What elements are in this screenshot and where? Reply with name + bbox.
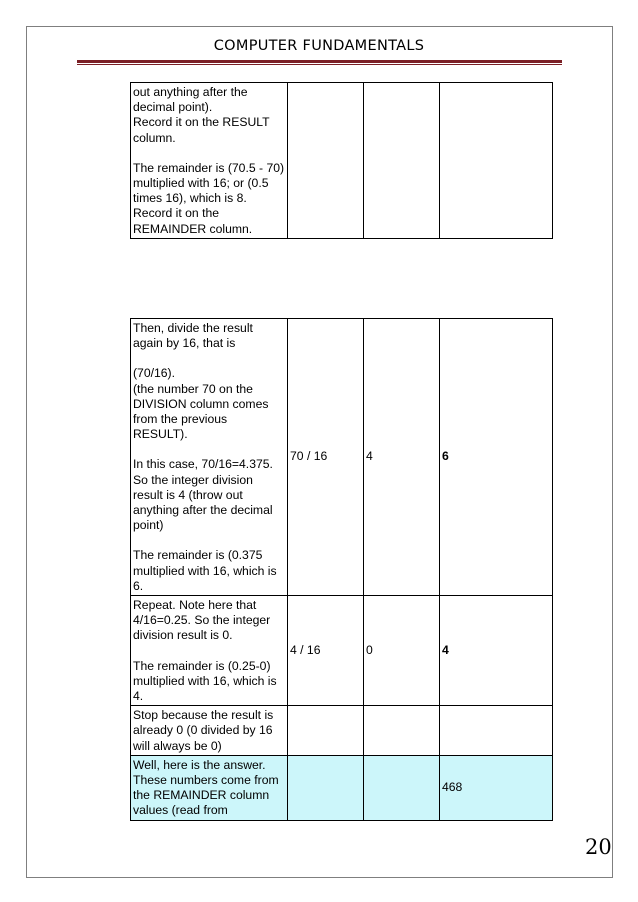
- result-cell: 4: [364, 319, 440, 596]
- division-cell: 4 / 16: [288, 596, 364, 706]
- division-cell: [288, 83, 364, 239]
- description-text: Stop because the result is already 0 (0 divided by 16 will always be 0): [133, 708, 274, 753]
- description-text: (the number 70 on the DIVISION column comes from the previous RESULT).: [133, 381, 269, 442]
- answer-value-cell: 468: [440, 755, 553, 820]
- description-cell: [131, 319, 288, 596]
- description-cell: [131, 596, 288, 706]
- description-text: Record it on the REMAINDER column.: [133, 206, 253, 236]
- remainder-cell: 4: [440, 596, 553, 706]
- description-text: In this case, 70/16=4.375. So the integer division result is 4 (throw out anything after the decimal point): [133, 457, 273, 533]
- result-cell: [364, 83, 440, 239]
- remainder-cell: [440, 706, 553, 756]
- description-text: Well, here is the answer. These numbers come from the REMAINDER column values (read from: [133, 757, 279, 818]
- remainder-cell: 6: [440, 319, 553, 596]
- description-cell: [131, 83, 288, 239]
- table-row-answer: [131, 755, 553, 820]
- paragraph-gap: [133, 533, 285, 548]
- division-cell: 70 / 16: [288, 319, 364, 596]
- remainder-cell: [440, 83, 553, 239]
- table-row: [131, 319, 553, 596]
- description-text: Repeat. Note here that 4/16=0.25. So the integer division result is 0.: [133, 598, 271, 643]
- description-text: The remainder is (0.25-0) multiplied with 16, which is 4.: [133, 658, 277, 704]
- description-cell: [131, 706, 288, 756]
- table-row: [131, 83, 553, 239]
- result-cell: [364, 706, 440, 756]
- header-rule-thick: [77, 60, 562, 63]
- paragraph-gap: [133, 146, 285, 161]
- result-cell: [364, 755, 440, 820]
- header-rule-thin: [77, 64, 562, 65]
- paragraph-gap: [133, 351, 285, 366]
- description-text: (70/16).: [133, 366, 176, 381]
- division-cell: [288, 755, 364, 820]
- division-cell: [288, 706, 364, 756]
- description-text: The remainder is (70.5 - 70) multiplied with 16; or (0.5 times 16), which is 8.: [133, 160, 285, 206]
- result-cell: 0: [364, 596, 440, 706]
- conversion-table-continuation: [130, 82, 553, 239]
- description-text: The remainder is (0.375 multiplied with 16, which is 6.: [133, 548, 277, 593]
- description-text: Then, divide the result again by 16, that is: [133, 321, 253, 351]
- table-row: [131, 596, 553, 706]
- page-number: 20: [585, 835, 612, 859]
- page-header-title: COMPUTER FUNDAMENTALS: [213, 38, 425, 54]
- table-row: [131, 706, 553, 756]
- description-cell: [131, 755, 288, 820]
- conversion-table: [130, 318, 553, 821]
- paragraph-gap: [133, 644, 285, 659]
- paragraph-gap: [133, 442, 285, 457]
- description-text: Record it on the RESULT column.: [133, 115, 270, 145]
- description-text: out anything after the decimal point).: [133, 85, 248, 115]
